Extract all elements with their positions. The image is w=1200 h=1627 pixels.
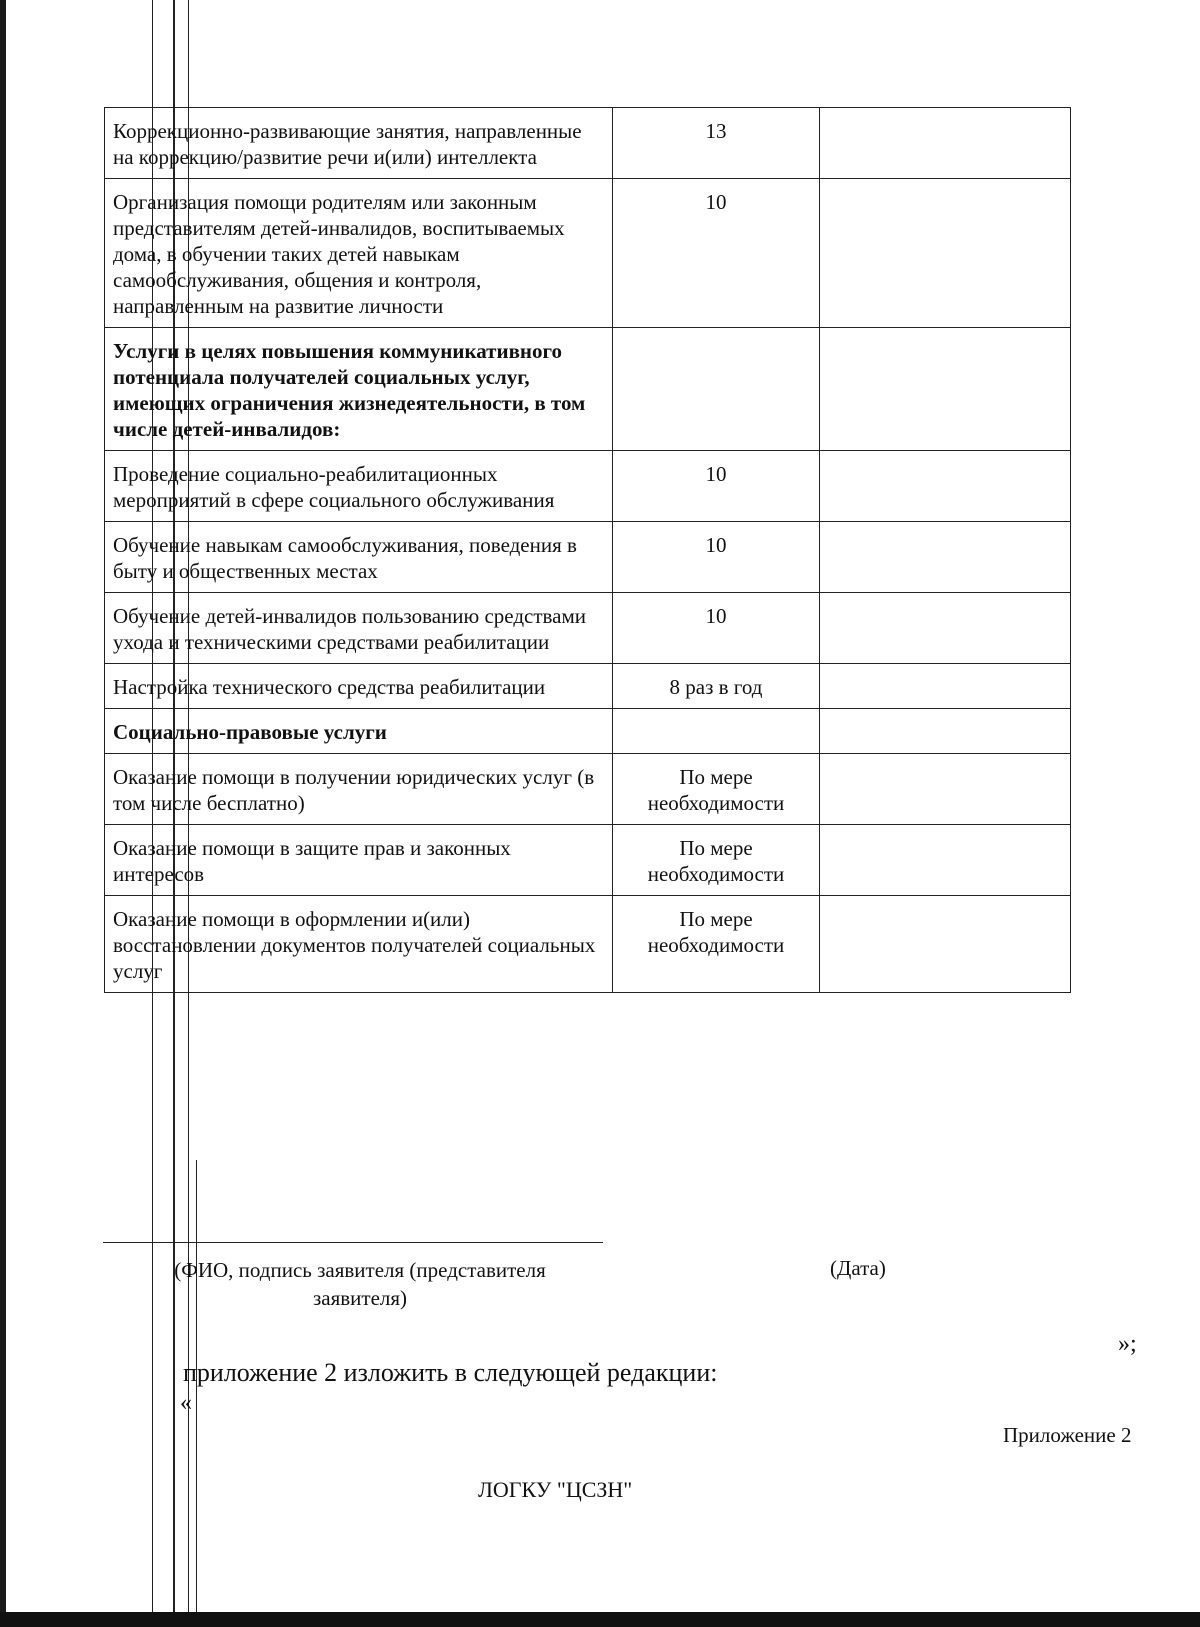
empty-cell [820, 825, 1071, 896]
table-row [105, 754, 1071, 825]
service-quantity-cell: 10 [613, 593, 820, 664]
date-caption: (Дата) [830, 1256, 886, 1280]
empty-cell [820, 754, 1071, 825]
empty-cell [820, 179, 1071, 328]
empty-cell [820, 593, 1071, 664]
section-title-cell: Услуги в целях повышения коммуникативного потенциала получателей социальных услуг, имеющих ограничения жизнедеятельности, в том числе детей-инвалидов: [105, 328, 613, 451]
appendix-label: Приложение 2 [1003, 1423, 1132, 1447]
service-quantity-cell [613, 328, 820, 451]
service-name-cell: Настройка технического средства реабилитации [105, 664, 613, 709]
service-quantity-cell: 10 [613, 179, 820, 328]
closing-quote: »; [1118, 1331, 1137, 1357]
service-name-cell: Проведение социально-реабилитационных мероприятий в сфере социального обслуживания [105, 451, 613, 522]
section-header-row [105, 709, 1071, 754]
service-name-cell: Оказание помощи в получении юридических услуг (в том числе бесплатно) [105, 754, 613, 825]
service-name-cell: Оказание помощи в оформлении и(или) восстановлении документов получателей социальных услуг [105, 896, 613, 993]
section-header-row [105, 328, 1071, 451]
service-quantity-cell: По мере необходимости [613, 754, 820, 825]
scan-left-edge [0, 0, 6, 1627]
signature-caption-line-1: (ФИО, подпись заявителя (представителя [174, 1258, 546, 1282]
service-quantity-cell [613, 709, 820, 754]
empty-cell [820, 664, 1071, 709]
empty-cell [820, 709, 1071, 754]
table-row [105, 825, 1071, 896]
table-row [105, 179, 1071, 328]
service-quantity-cell: 8 раз в год [613, 664, 820, 709]
signature-caption [130, 1256, 590, 1312]
scan-bottom-edge [0, 1612, 1200, 1627]
table-row [105, 522, 1071, 593]
service-quantity-cell: 10 [613, 522, 820, 593]
service-quantity-cell: 10 [613, 451, 820, 522]
service-name-cell: Обучение детей-инвалидов пользованию средствами ухода и техническими средствами реабилитации [105, 593, 613, 664]
signature-line [103, 1242, 603, 1243]
organization-title: ЛОГКУ "ЦСЗН" [478, 1477, 633, 1502]
service-quantity-cell: По мере необходимости [613, 896, 820, 993]
table-row [105, 451, 1071, 522]
service-quantity-cell: По мере необходимости [613, 825, 820, 896]
service-name-cell: Оказание помощи в защите прав и законных интересов [105, 825, 613, 896]
table-row [105, 108, 1071, 179]
service-name-cell: Обучение навыкам самообслуживания, поведения в быту и общественных местах [105, 522, 613, 593]
empty-cell [820, 328, 1071, 451]
empty-cell [820, 108, 1071, 179]
services-table [104, 107, 1071, 993]
empty-cell [820, 896, 1071, 993]
empty-cell [820, 522, 1071, 593]
service-quantity-cell: 13 [613, 108, 820, 179]
section-title-cell: Социально-правовые услуги [105, 709, 613, 754]
table-row [105, 593, 1071, 664]
table-row [105, 664, 1071, 709]
service-name-cell: Коррекционно-развивающие занятия, направленные на коррекцию/развитие речи и(или) интеллекта [105, 108, 613, 179]
signature-caption-line-2: заявителя) [312, 1286, 408, 1310]
opening-quote: « [180, 1390, 192, 1416]
service-name-cell: Организация помощи родителям или законным представителям детей-инвалидов, воспитываемых дома, в обучении таких детей навыкам самообслуживания, общения и контроля, направленным на развитие личности [105, 179, 613, 328]
amendment-instruction: приложение 2 изложить в следующей редакции: [183, 1358, 718, 1387]
scan-artifact-line [196, 1160, 197, 1627]
empty-cell [820, 451, 1071, 522]
table-row [105, 896, 1071, 993]
